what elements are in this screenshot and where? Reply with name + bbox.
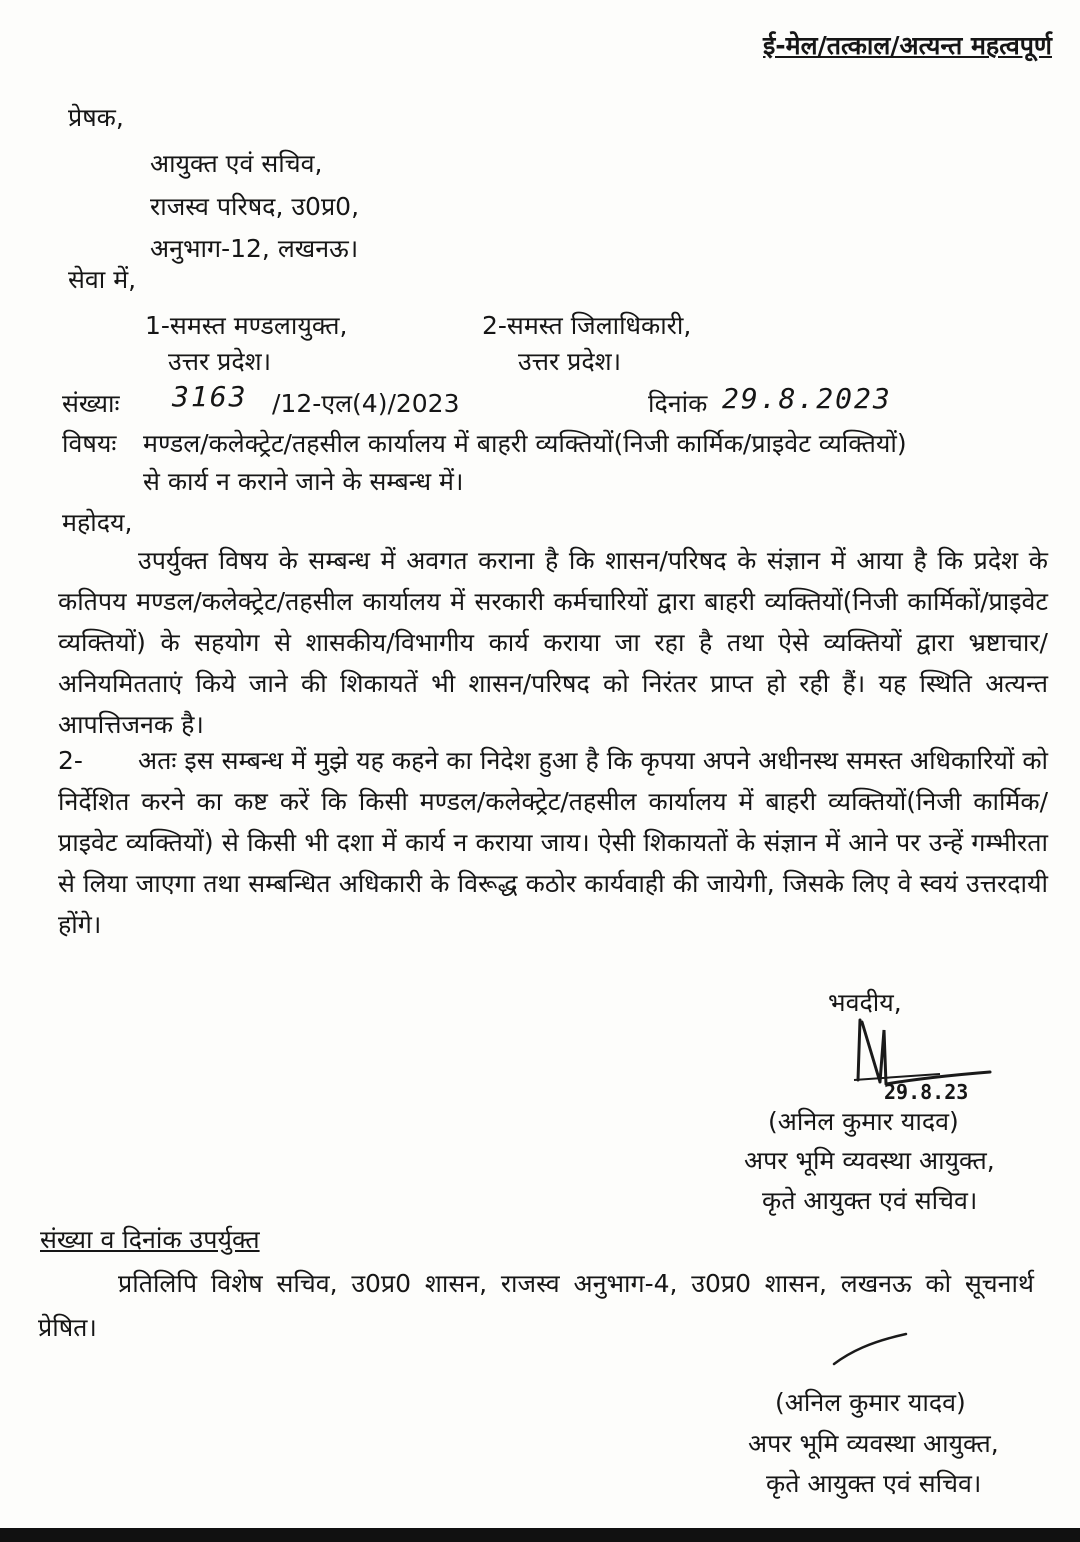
copy-text: प्रतिलिपि विशेष सचिव, उ0प्र0 शासन, राजस्व अनुभाग-4, उ0प्र0 शासन, लखनऊ को सूचनार्थ प्रेषित। (38, 1269, 1034, 1342)
signature-date: 29.8.23 (884, 1080, 969, 1104)
reference-number-suffix: /12-एल(4)/2023 (272, 389, 460, 418)
closing-name: (अनिल कुमार यादव) (768, 1107, 959, 1136)
initial-stroke-mark (830, 1330, 910, 1370)
body-paragraph-1-text: उपर्युक्त विषय के सम्बन्ध में अवगत कराना है कि शासन/परिषद के संज्ञान में आया है कि प्रदेश के कतिपय मण्डल/कलेक्ट्रेट/तहसील कार्यालय में सरकारी कर्मचारियों द्वारा बाहरी व्यक्तियों(निजी कार्मिकों/प्राइवेट व्यक्तियों) के सहयोग से शासकीय/विभागीय कार्य कराया जा रहा है तथा ऐसे व्यक्तियों द्वारा भ्रष्टाचार/अनियमितताएं किये जाने की शिकायतें भी शासन/परिषद को निरंतर प्राप्त हो रही हैं। यह स्थिति अत्यन्त आपत्तिजनक है। (58, 546, 1048, 739)
recipient-label: सेवा में, (68, 265, 137, 294)
recipient-2-line-1: 2-समस्त जिलाधिकारी, (482, 311, 692, 340)
body-paragraph-2 (58, 740, 1048, 945)
body-paragraph-1 (58, 540, 1048, 745)
sender-line-2: राजस्व परिषद, उ0प्र0, (150, 192, 360, 221)
closing-designation: अपर भूमि व्यवस्था आयुक्त, (744, 1146, 995, 1175)
bottom-edge-bar (0, 1528, 1080, 1542)
paragraph-2-number: 2- (58, 746, 83, 775)
sender-label: प्रेषक, (68, 103, 124, 132)
recipient-1-line-1: 1-समस्त मण्डलायुक्त, (145, 311, 348, 340)
recipient-1-line-2: उत्तर प्रदेश। (168, 347, 272, 376)
salutation: महोदय, (62, 508, 133, 537)
sender-line-1: आयुक्त एवं सचिव, (150, 149, 323, 178)
handwritten-letter-number: 3163 (172, 380, 248, 413)
date-label: दिनांक (648, 389, 708, 418)
reference-number-label: संख्याः (62, 389, 120, 418)
subject-label: विषयः (62, 429, 117, 458)
sender-line-3: अनुभाग-12, लखनऊ। (150, 234, 359, 263)
closing-yours: भवदीय, (828, 988, 902, 1017)
recipient-2-line-2: उत्तर प्रदेश। (518, 347, 622, 376)
copy-heading: संख्या व दिनांक उपर्युक्त (40, 1225, 260, 1254)
body-paragraph-2-text: अतः इस सम्बन्ध में मुझे यह कहने का निदेश हुआ है कि कृपया अपने अधीनस्थ समस्त अधिकारियों को निर्देशित करने का कष्ट करें कि किसी मण्डल/कलेक्ट्रेट/तहसील कार्यालय में बाहरी व्यक्तियों(निजी कार्मिक/प्राइवेट व्यक्तियों) से किसी भी दशा में कार्य न कराया जाय। ऐसी शिकायतों के संज्ञान में आने पर उन्हें गम्भीरता से लिया जाएगा तथा सम्बन्धित अधिकारी के विरूद्ध कठोर कार्यवाही की जायेगी, जिसके लिए वे स्वयं उत्तरदायी होंगे। (58, 746, 1048, 939)
urgency-header: ई-मेल/तत्काल/अत्यन्त महत्वपूर्ण (763, 31, 1052, 60)
closing2-designation: अपर भूमि व्यवस्था आयुक्त, (748, 1429, 999, 1458)
closing-on-behalf: कृते आयुक्त एवं सचिव। (762, 1186, 978, 1215)
closing2-name: (अनिल कुमार यादव) (775, 1388, 966, 1417)
subject-line-1: मण्डल/कलेक्ट्रेट/तहसील कार्यालय में बाहरी व्यक्तियों(निजी कार्मिक/प्राइवेट व्यक्तियों) (143, 429, 907, 458)
closing2-on-behalf: कृते आयुक्त एवं सचिव। (766, 1469, 982, 1498)
subject-line-2: से कार्य न कराने जाने के सम्बन्ध में। (143, 467, 464, 496)
handwritten-date: 29.8.2023 (722, 382, 892, 415)
